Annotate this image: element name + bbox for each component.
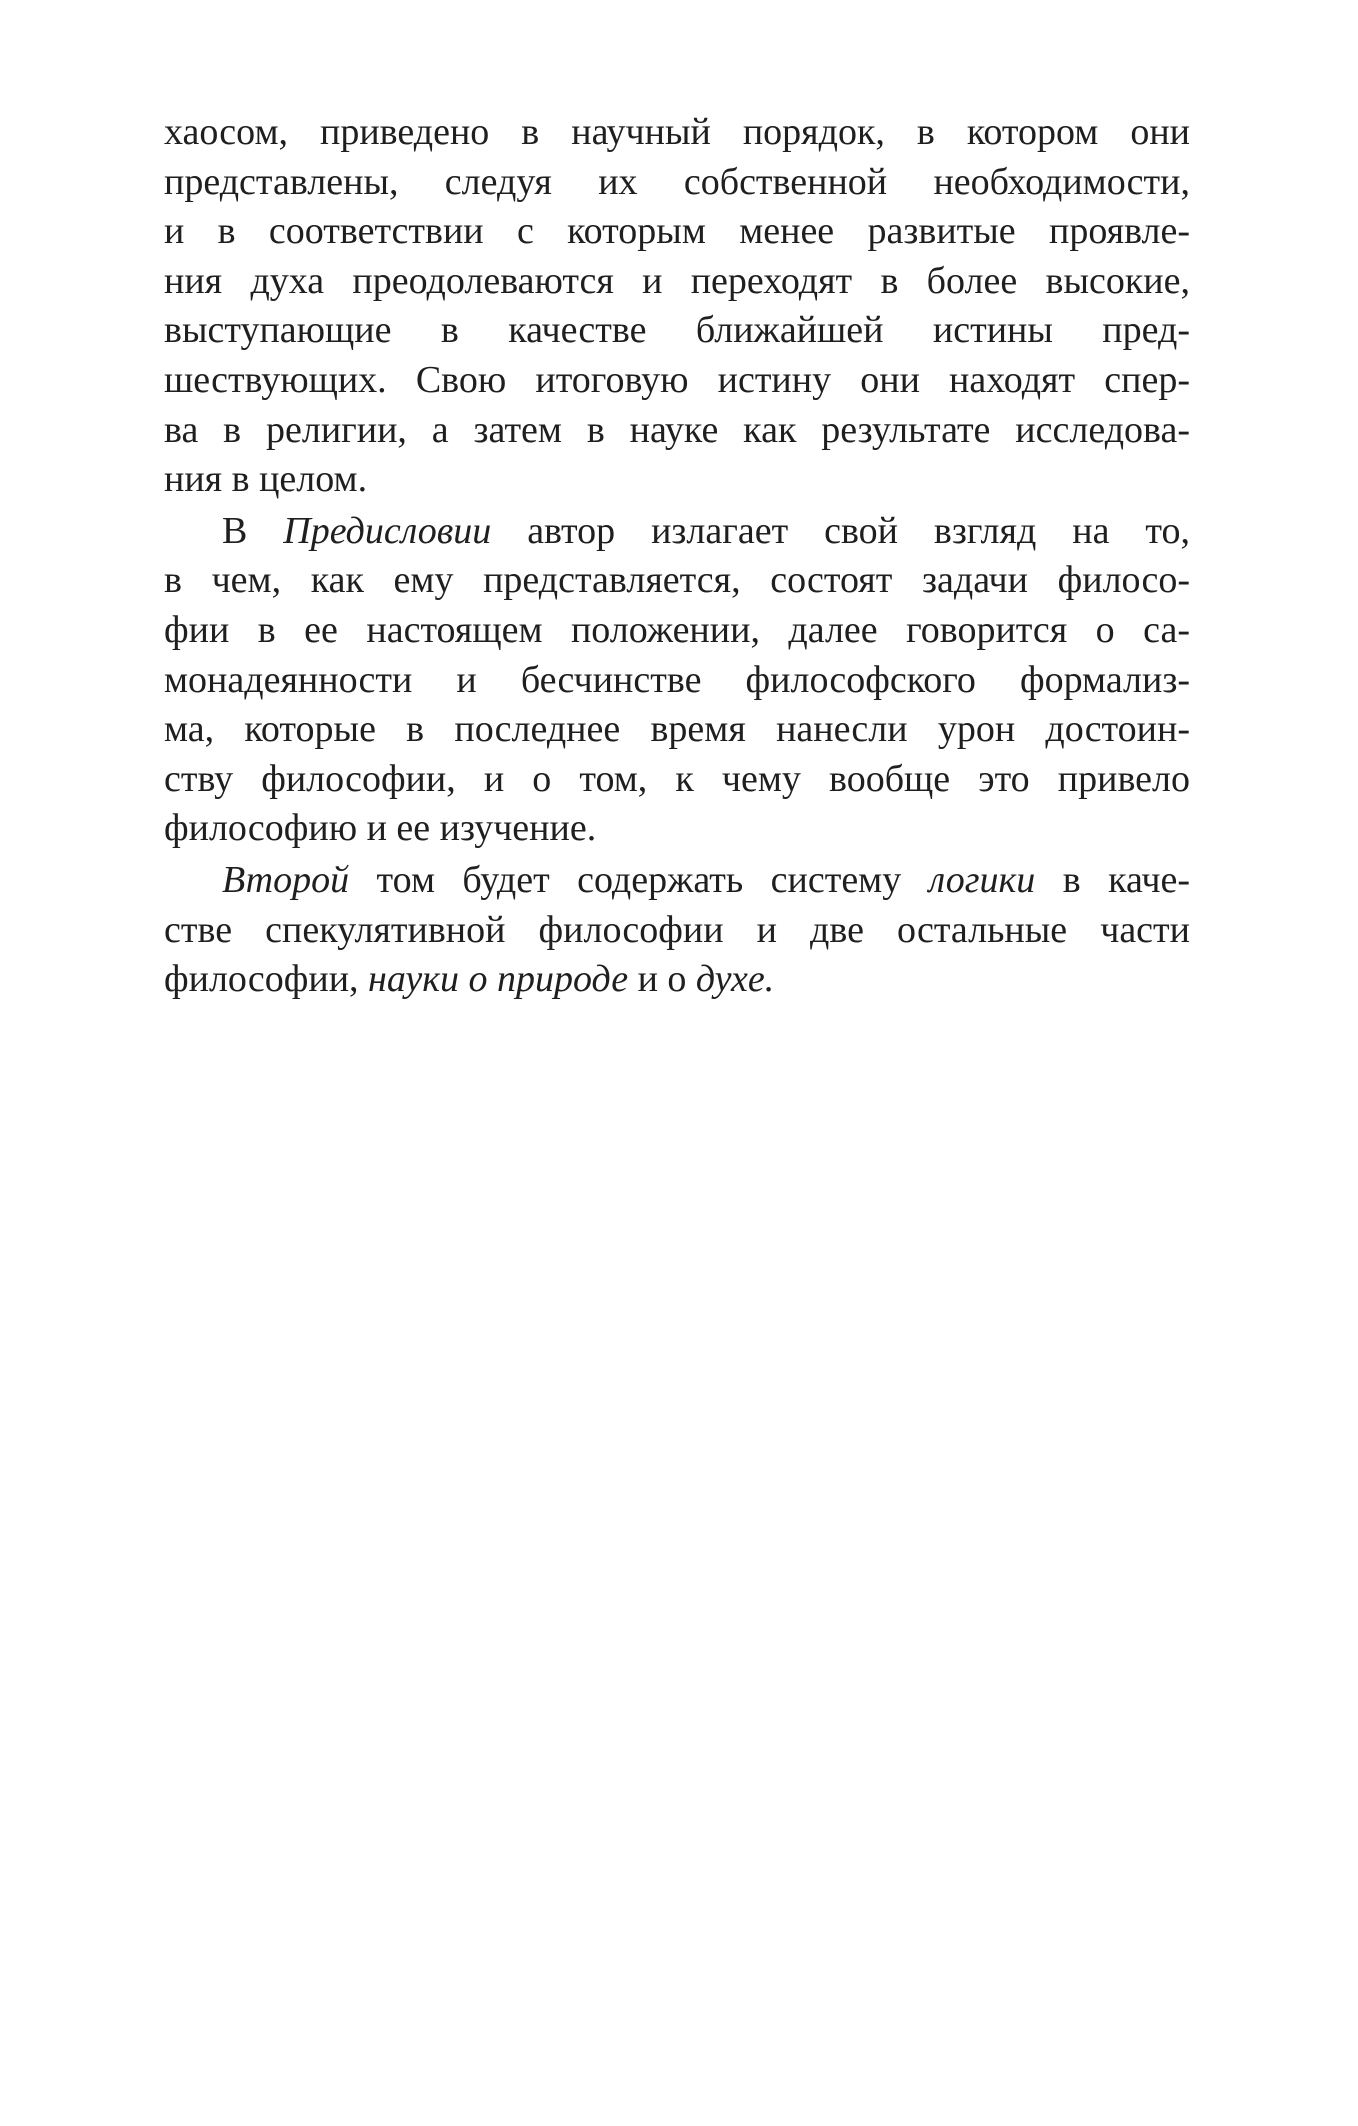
text-line: ству философии, и о том, к чему вообще это привело xyxy=(164,757,1190,800)
text-line: монадеянности и бесчинстве философского формализ- xyxy=(164,658,1190,701)
text-line: фии в ее настоящем положении, далее говорится о са- xyxy=(164,608,1190,651)
text-line: хаосом, приведено в научный порядок, в котором они xyxy=(164,111,1190,153)
text-line: В Предисловии автор излагает свой взгляд на то, xyxy=(222,509,1190,552)
text-line: и в соответствии с которым менее развитые проявле- xyxy=(164,210,1190,253)
text-line: Второй том будет содержать систему логики в каче- xyxy=(222,858,1190,901)
text-line: в чем, как ему представляется, состоят задачи филосо- xyxy=(164,559,1190,602)
text-line: философию и ее изучение. xyxy=(164,807,597,850)
italic-term: логики xyxy=(928,858,1036,901)
text-line: ния духа преодолеваются и переходят в более высокие, xyxy=(164,259,1190,302)
italic-term: Второй xyxy=(222,858,350,901)
text-line: философии, науки о природе и о духе. xyxy=(164,958,775,1001)
text-line: представлены, следуя их собственной необходимости, xyxy=(164,160,1190,203)
text-line: выступающие в качестве ближайшей истины пред- xyxy=(164,309,1190,352)
paragraph-3 xyxy=(164,856,1190,1005)
body-text xyxy=(164,108,1190,1005)
italic-term: духе. xyxy=(695,958,775,1001)
italic-term: Предисловии xyxy=(283,509,492,552)
paragraph-2 xyxy=(164,507,1190,854)
text-line: ва в религии, а затем в науке как результате исследова- xyxy=(164,408,1190,451)
text-line: стве спекулятивной философии и две остальные части xyxy=(164,908,1190,951)
paragraph-1 xyxy=(164,108,1190,505)
text-line: шествующих. Свою итоговую истину они находят спер- xyxy=(164,358,1190,401)
text-line: ма, которые в последнее время нанесли урон достоин- xyxy=(164,708,1190,751)
italic-term: науки о природе xyxy=(368,958,629,1001)
text-line: ния в целом. xyxy=(164,458,368,501)
